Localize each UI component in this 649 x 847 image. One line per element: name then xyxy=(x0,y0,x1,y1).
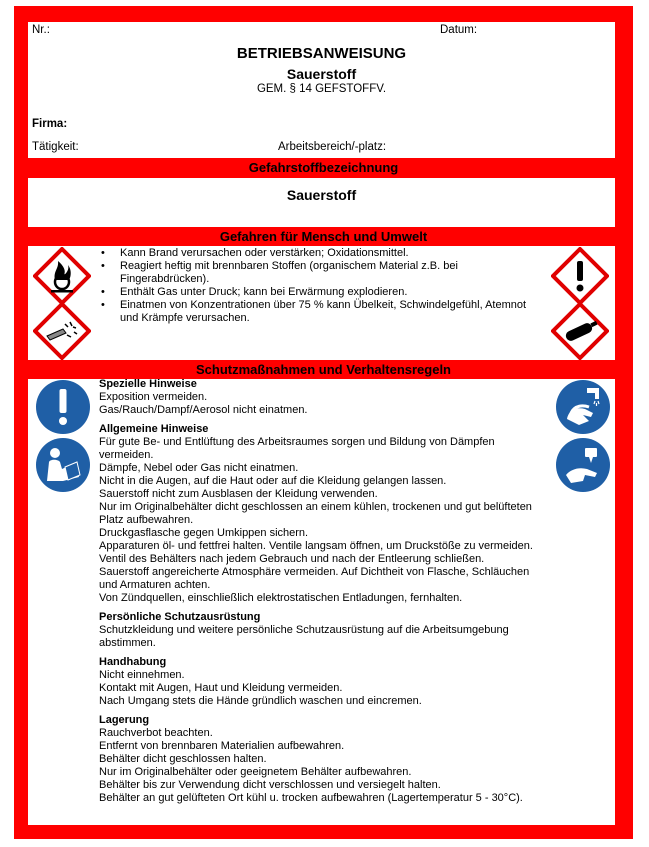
gefahrstoff-panel xyxy=(28,178,615,227)
block-line: Behälter bis zur Verwendung dicht verschlossen und versiegelt halten. xyxy=(99,779,441,791)
block-line: Nur im Originalbehälter dicht geschlossen an einem kühlen, trockenen und gut belüfteten Platz aufbewahren. xyxy=(99,501,532,526)
block-line: Nicht in die Augen, auf die Haut oder auf die Kleidung gelangen lassen. xyxy=(99,475,447,487)
block-line: Apparaturen öl- und fettfrei halten. Ventile langsam öffnen, um Druckstöße zu vermeiden. xyxy=(99,540,533,552)
document-title: BETRIEBSANWEISUNG xyxy=(236,45,407,62)
block-line: Ventil des Behälters nach jedem Gebrauch und nach der Entleerung schließen. xyxy=(99,553,485,565)
block-line: Behälter an gut gelüfteten Ort kühl u. trocken aufbewahren (Lagertemperatur 5 - 30°C). xyxy=(99,792,523,804)
block-line: Gas/Rauch/Dampf/Aerosol nicht einatmen. xyxy=(99,404,308,416)
hazard-list xyxy=(101,247,541,325)
block-heading: Allgemeine Hinweise xyxy=(99,423,209,435)
hazard-item: • Enthält Gas unter Druck; kann bei Erwärmung explodieren. xyxy=(101,286,541,299)
section-title-gefahren: Gefahren für Mensch und Umwelt xyxy=(14,229,633,245)
block-heading: Lagerung xyxy=(99,714,150,726)
section-title-gefahrstoff: Gefahrstoffbezeichnung xyxy=(14,160,633,176)
datum-label: Datum: xyxy=(440,24,478,36)
substance-name: Sauerstoff xyxy=(286,187,357,203)
block-line: Nicht einnehmen. xyxy=(99,669,185,681)
block-line: Dämpfe, Nebel oder Gas nicht einatmen. xyxy=(99,462,299,474)
corrosion-pictogram-icon xyxy=(33,302,91,360)
read-manual-icon xyxy=(35,437,91,493)
block-line: Sauerstoff nicht zum Ausblasen der Kleidung verwenden. xyxy=(99,488,378,500)
schutz-content xyxy=(99,378,549,805)
block-line: Schutzkleidung und weitere persönliche Schutzausrüstung auf die Arbeitsumgebung abstimmen. xyxy=(99,624,509,649)
block-line: Druckgasflasche gegen Umkippen sichern. xyxy=(99,527,309,539)
block-line: Rauchverbot beachten. xyxy=(99,727,213,739)
header-panel xyxy=(28,22,615,158)
taetigkeit-label: Tätigkeit: xyxy=(32,141,79,153)
exclamation-pictogram-icon xyxy=(551,247,609,305)
block-heading: Spezielle Hinweise xyxy=(99,378,197,390)
oxidizer-pictogram-icon xyxy=(33,247,91,305)
block-line: Entfernt von brennbaren Materialien aufbewahren. xyxy=(99,740,345,752)
regulation-text: GEM. § 14 GEFSTOFFV. xyxy=(256,83,387,95)
block-line: Nur im Originalbehälter oder geeignetem Behälter aufbewahren. xyxy=(99,766,412,778)
block-line: Von Zündquellen, einschließlich elektrostatischen Entladungen, fernhalten. xyxy=(99,592,463,604)
substance-title: Sauerstoff xyxy=(286,66,357,82)
block-heading: Handhabung xyxy=(99,656,167,668)
block-heading: Persönliche Schutzausrüstung xyxy=(99,611,261,623)
hazard-item: • Reagiert heftig mit brennbaren Stoffen (organischem Material z.B. bei Fingerabdrücken). xyxy=(101,260,541,286)
block-line: Kontakt mit Augen, Haut und Kleidung vermeiden. xyxy=(99,682,343,694)
gas-cylinder-pictogram-icon xyxy=(551,302,609,360)
block-line: Exposition vermeiden. xyxy=(99,391,208,403)
firma-label: Firma: xyxy=(32,118,68,130)
wash-hands-icon xyxy=(555,379,611,435)
nr-label: Nr.: xyxy=(32,24,50,36)
block-line: Behälter dicht geschlossen halten. xyxy=(99,753,267,765)
use-skin-cream-icon xyxy=(555,437,611,493)
general-mandatory-icon xyxy=(35,379,91,435)
hazard-item: • Kann Brand verursachen oder verstärken; Oxidationsmittel. xyxy=(101,247,541,260)
section-title-schutz: Schutzmaßnahmen und Verhaltensregeln xyxy=(14,362,633,378)
block-line: Sauerstoff angereicherte Atmosphäre vermeiden. Auf Dichtheit von Flasche, Schläuchen und Armaturen achten. xyxy=(99,566,530,591)
block-line: Nach Umgang stets die Hände gründlich waschen und eincremen. xyxy=(99,695,422,707)
arbeitsbereich-label: Arbeitsbereich/-platz: xyxy=(278,141,387,153)
block-line: Für gute Be- und Entlüftung des Arbeitsraumes sorgen und Bildung von Dämpfen vermeiden. xyxy=(99,436,495,461)
hazard-item: • Einatmen von Konzentrationen über 75 % kann Übelkeit, Schwindelgefühl, Atemnot und Krämpfe verursachen. xyxy=(101,299,541,325)
